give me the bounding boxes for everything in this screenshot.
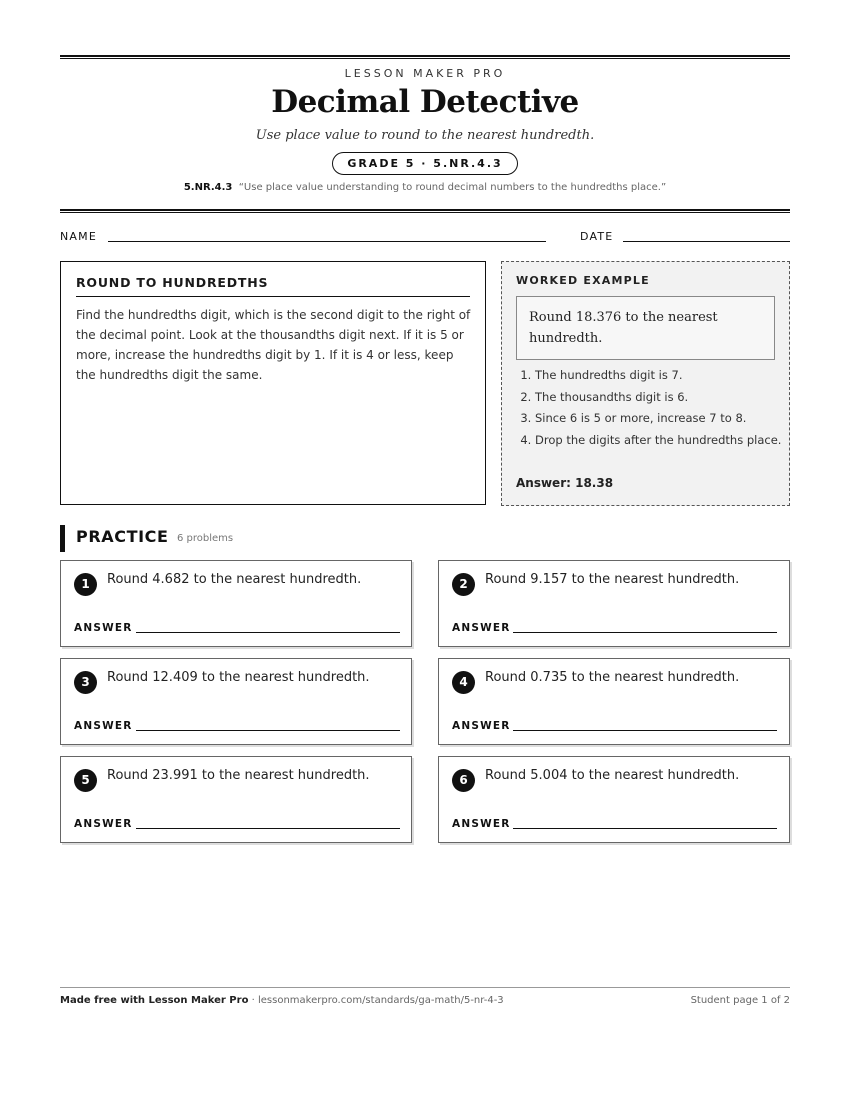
footer-made-with: Made free with Lesson Maker Pro — [60, 995, 249, 1006]
answer-line[interactable] — [513, 632, 777, 633]
worked-example-step: 4. Drop the digits after the hundredths place. — [535, 431, 785, 451]
problem-card-1 — [60, 560, 412, 647]
problem-number: 1 — [74, 573, 97, 596]
worked-example-answer: Answer: 18.38 — [516, 476, 614, 490]
standard-code: 5.NR.4.3 — [183, 182, 233, 193]
answer-label: ANSWER — [452, 720, 511, 732]
brand-name: LESSON MAKER PRO — [344, 67, 506, 80]
worked-example-steps — [516, 366, 785, 452]
problem-card-5 — [60, 756, 412, 843]
date-field[interactable] — [623, 241, 790, 242]
worksheet-title: Decimal Detective — [271, 84, 579, 120]
worked-example-prompt: Round 18.376 to the nearest hundredth. — [516, 296, 775, 360]
worked-example-box — [501, 261, 790, 506]
answer-label: ANSWER — [74, 818, 133, 830]
answer-line[interactable] — [136, 632, 400, 633]
worked-example-step: 3. Since 6 is 5 or more, increase 7 to 8. — [535, 409, 785, 429]
problem-number: 2 — [452, 573, 475, 596]
name-field[interactable] — [108, 241, 546, 242]
footer-url[interactable]: · lessonmakerpro.com/standards/ga-math/5-nr-4-3 — [248, 995, 504, 1006]
answer-label: ANSWER — [74, 622, 133, 634]
worksheet-subtitle: Use place value to round to the nearest hundredth. — [255, 128, 595, 143]
practice-count: 6 problems — [177, 533, 234, 544]
problem-number: 5 — [74, 769, 97, 792]
answer-line[interactable] — [136, 828, 400, 829]
answer-label: ANSWER — [452, 622, 511, 634]
worked-example-step: 1. The hundredths digit is 7. — [535, 366, 785, 386]
rule-box-heading: ROUND TO HUNDREDTHS — [76, 275, 470, 297]
problem-card-3 — [60, 658, 412, 745]
standard-line — [60, 182, 790, 193]
rule-box-body: Find the hundredths digit, which is the second digit to the right of the decimal point. Look at the thousandths digit next. If it is 5 or more, increase the hundredths digit by 1. If it is 4 or less, keep the hundredths digit the same. — [76, 308, 471, 382]
footer-page-number: Student page 1 of 2 — [690, 995, 790, 1006]
name-label: NAME — [60, 230, 97, 243]
problem-number: 4 — [452, 671, 475, 694]
standard-text: “Use place value understanding to round decimal numbers to the hundredths place.” — [238, 182, 667, 193]
answer-line[interactable] — [136, 730, 400, 731]
rule-box — [60, 261, 486, 505]
problem-card-4 — [438, 658, 790, 745]
problem-question: Round 9.157 to the nearest hundredth. — [485, 572, 740, 587]
answer-label: ANSWER — [74, 720, 133, 732]
date-label: DATE — [580, 230, 614, 243]
footer-rule — [60, 987, 790, 988]
worked-example-step: 2. The thousandths digit is 6. — [535, 388, 785, 408]
top-double-rule — [60, 55, 790, 59]
practice-accent-bar — [60, 525, 65, 552]
problem-question: Round 23.991 to the nearest hundredth. — [107, 768, 370, 783]
problem-question: Round 0.735 to the nearest hundredth. — [485, 670, 740, 685]
problem-number: 6 — [452, 769, 475, 792]
problem-question: Round 12.409 to the nearest hundredth. — [107, 670, 370, 685]
problem-question: Round 5.004 to the nearest hundredth. — [485, 768, 740, 783]
answer-line[interactable] — [513, 828, 777, 829]
grade-badge: GRADE 5 · 5.NR.4.3 — [332, 152, 517, 175]
footer-credit — [60, 995, 504, 1006]
header-bottom-double-rule — [60, 209, 790, 213]
worked-example-heading: WORKED EXAMPLE — [516, 274, 650, 287]
practice-title: PRACTICE — [76, 527, 169, 546]
problem-card-6 — [438, 756, 790, 843]
problem-number: 3 — [74, 671, 97, 694]
problem-question: Round 4.682 to the nearest hundredth. — [107, 572, 362, 587]
answer-line[interactable] — [513, 730, 777, 731]
answer-label: ANSWER — [452, 818, 511, 830]
problem-card-2 — [438, 560, 790, 647]
